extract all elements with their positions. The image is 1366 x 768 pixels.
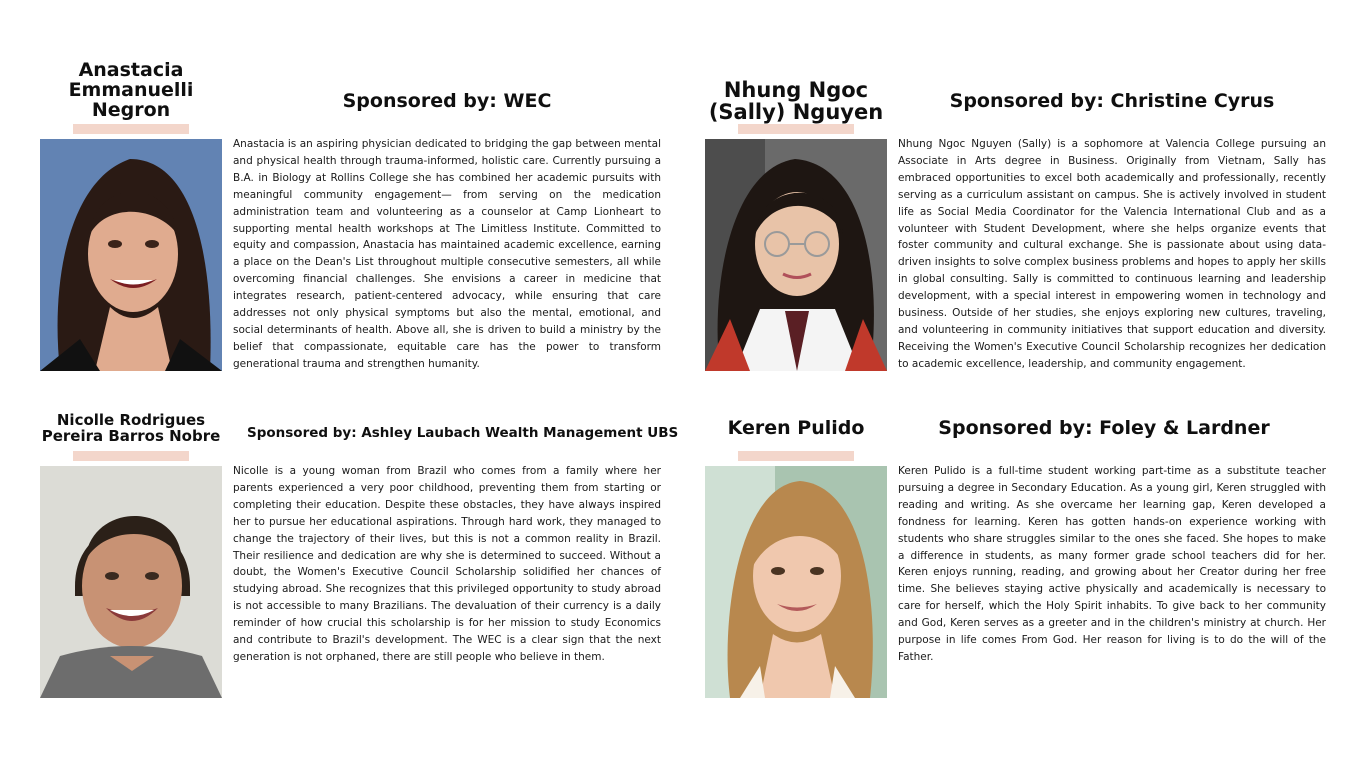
student-bio: Keren Pulido is a full-time student working part-time as a substitute teacher pursuing a degree in Secondary Education. As a young girl, Keren struggled with reading and writing. As she overcame her learning gap, Keren developed a fondness for learning. Keren has gotten hands-on experience working with students who share struggles similar to the ones she faced. She hopes to make a difference in students, as many former grade school teachers did for her. Keren enjoys running, reading, and growing about her Creator during her free time. She believes staying active physically and academically is necessary to care for herself, which the Holy Spirit inhabits. To give back to her community and God, Keren serves as a greeter and in the children's ministry at church. Her purpose in life comes From God. Her reason for living is to do the will of the Father. [898, 465, 1326, 663]
name-accent-bar [73, 124, 189, 134]
sponsor-label: Sponsored by: Foley & Lardner [938, 417, 1270, 439]
student-name-line: Pereira Barros Nobre [41, 426, 221, 445]
student-bio: Anastacia is an aspiring physician dedicated to bridging the gap between mental and physical health through trauma-informed, holistic care. Currently pursuing a B.A. in Biology at Rollins College she has combined her academic pursuits with meaningful community engagement— from serving on the medication administration team and volunteering as a counselor at Camp Lionheart to supporting mental health workshops at The Limitless Institute. Committed to equity and compassion, Anastacia has maintained academic excellence, earning a place on the Dean's List throughout multiple consecutive semesters, all while overcoming financial challenges. She envisions a career in medicine that integrates research, patient-centered advocacy, while ensuring that care addresses not only physical symptoms but also the mental, emotional, and social determinants of health. Above all, she is driven to build a ministry by the belief that compassionate, equitable care has the power to transform generational trauma and strengthen humanity. [233, 138, 661, 370]
student-name-line: Anastacia [78, 59, 184, 81]
sponsor-label: Sponsored by: Ashley Laubach Wealth Management UBS [247, 425, 679, 441]
name-accent-bar [738, 124, 854, 134]
student-name-line: Negron [91, 98, 171, 121]
student-bio: Nhung Ngoc Nguyen (Sally) is a sophomore at Valencia College pursuing an Associate in Arts degree in Business. Originally from Vietnam, Sally has embraced opportunities to excel both academically and professionally, recently serving as a curriculum assistant on campus. She is actively involved in student life as Social Media Coordinator for the Valencia International Club and as a volunteer with Student Development, where she helps organize events that foster community and cultural exchange. She is passionate about using data-driven insights to solve complex business problems and hopes to apply her skills in global consulting. Sally is committed to continuous learning and leadership development, with a special interest in empowering women in technology and business. Outside of her studies, she enjoys exploring new cultures, traveling, and volunteering in community initiatives that support education and diversity. Receiving the Women's Executive Council Scholarship recognizes her dedication to academic excellence, leadership, and community engagement. [898, 138, 1326, 370]
student-name [705, 419, 887, 439]
student-photo [705, 139, 887, 371]
name-accent-bar [73, 451, 189, 461]
student-name [30, 413, 232, 445]
sponsor-label: Sponsored by: WEC [342, 90, 552, 112]
student-name-line: (Sally) Nguyen [708, 100, 884, 125]
student-name-line: Keren Pulido [727, 417, 865, 439]
student-name [40, 61, 222, 121]
student-photo [40, 466, 222, 698]
student-name-line: Nhung Ngoc [723, 78, 869, 102]
student-name-line: Nicolle Rodrigues [56, 411, 206, 429]
student-photo [705, 466, 887, 698]
student-bio: Nicolle is a young woman from Brazil who comes from a family where her parents experienced a very poor childhood, preventing them from starting or completing their education. Despite these obstacles, they have always inspired her to pursue her educational aspirations. Through hard work, they managed to change the trajectory of their lives, but this is not a common reality in Brazil. Their resilience and dedication are why she is determined to succeed. Without a doubt, the Women's Executive Council Scholarship solidified her chances of studying abroad. She recognizes that this privileged opportunity to study abroad is not accessible to many Brazilians. The devaluation of their currency is a daily reminder of how crucial this scholarship is for her mission to study Economics and contribute to Brazil's development. The WEC is a clear sign that the next generation is not orphaned, there are still people who believe in them. [233, 465, 661, 663]
sponsor-label: Sponsored by: Christine Cyrus [949, 90, 1275, 112]
student-photo [40, 139, 222, 371]
student-name [705, 79, 887, 123]
student-name-line: Emmanuelli [68, 78, 194, 101]
name-accent-bar [738, 451, 854, 461]
